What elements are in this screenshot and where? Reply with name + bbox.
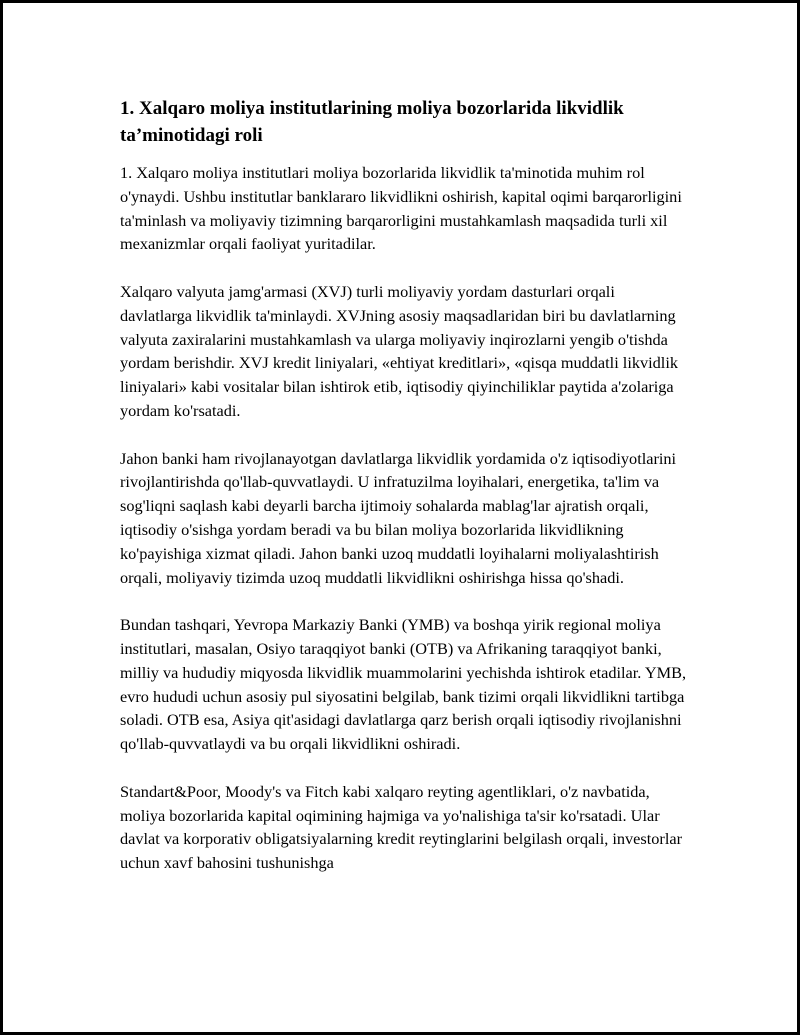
document-content [120, 95, 686, 875]
paragraph-regional-institutions: Bundan tashqari, Yevropa Markaziy Banki (YMB) va boshqa yirik regional moliya institutlari, masalan, Osiyo taraqqiyot banki (OTB) va Afrikaning taraqqiyot banki, milliy va hududiy miqyosda likvidlik muammolarini yechishda ishtirok etadilar. YMB, evro hududi uchun asosiy pul siyosatini belgilab, bank tizimi orqali likvidlikni tartibga soladi. OTB esa, Asiya qit'asidagi davlatlarga qarz berish orqali iqtisodiy rivojlanishni qo'llab-quvvatlaydi va bu orqali likvidlikni oshiradi. [120, 615, 687, 754]
section-heading: 1. Xalqaro moliya institutlarining moliya bozorlarida likvidlik ta’minotidagi roli [120, 98, 624, 146]
paragraph-rating-agencies: Standart&Poor, Moody's va Fitch kabi xalqaro reyting agentliklari, o'z navbatida, moliya bozorlarida kapital oqimining hajmiga va yo'nalishiga ta'sir ko'rsatadi. Ular davlat va korporativ obligatsiyalarning kredit reytinglarini belgilash orqali, investorlar uchun xavf bahosini tushunishga [120, 781, 682, 873]
paragraph-world-bank: Jahon banki ham rivojlanayotgan davlatlarga likvidlik yordamida o'z iqtisodiyotlarini rivojlantirishda qo'llab-quvvatlaydi. U infratuzilma loyihalari, energetika, ta'lim va sog'liqni saqlash kabi deyarli barcha ijtimoiy sohalarda mablag'lar ajratish orqali, iqtisodiy o'sishga yordam beradi va bu bilan moliya bozorlarida likvidlikning ko'payishiga xizmat qiladi. Jahon banki uzoq muddatli loyihalarni moliyalashtirish orqali, moliyaviy tizimda uzoq muddatli likvidlikni oshirishga hissa qo'shadi. [120, 448, 677, 587]
paragraph-intro: 1. Xalqaro moliya institutlari moliya bozorlarida likvidlik ta'minotida muhim rol o'ynaydi. Ushbu institutlar banklararo likvidlikni oshirish, kapital oqimi barqarorligini ta'minlash va moliyaviy tizimning barqarorligini mustahkamlash maqsadida turli xil mexanizmlar orqali faoliyat yuritadilar. [120, 163, 682, 254]
paragraph-imf: Xalqaro valyuta jamg'armasi (XVJ) turli moliyaviy yordam dasturlari orqali davlatlarga likvidlik ta'minlaydi. XVJning asosiy maqsadlaridan biri bu davlatlarning valyuta zaxiralarini mustahkamlash va ularga moliyaviy inqirozlarni yengib o'tishda yordam berishdir. XVJ kredit liniyalari, «ehtiyat kreditlari», «qisqa muddatli likvidlik liniyalari» kabi vositalar bilan ishtirok etib, iqtisodiy qiyinchiliklar paytida a'zolariga yordam ko'rsatadi. [120, 281, 678, 420]
